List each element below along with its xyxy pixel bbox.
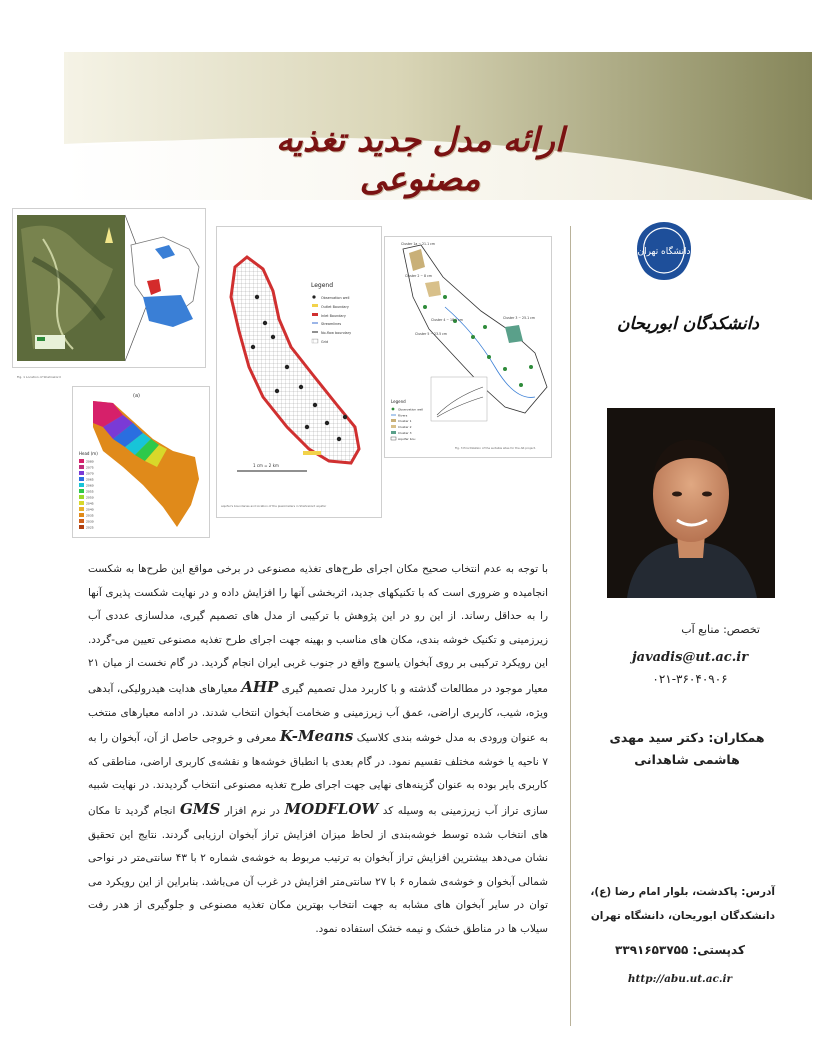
figure-2-legend bbox=[79, 451, 98, 530]
abstract-part-2: معیارهای هدایت هیدرولیکی، آبدهی ویژه، شیب، کاربری اراضی، عمق آب زیرزمینی و ضخامت آبخوان انتخاب شدند. در ادامه معیارهای منتخب به عنوان ورودی به مدل خوشه بندی کلاسیک bbox=[88, 682, 548, 745]
figure-location-map bbox=[12, 208, 206, 379]
svg-text:2080: 2080 bbox=[86, 459, 94, 464]
column-divider bbox=[570, 226, 571, 1026]
website-link[interactable]: http://abu.ut.ac.ir bbox=[627, 973, 733, 985]
modflow-term: MODFLOW bbox=[284, 799, 379, 818]
svg-text:Cluster 3: Cluster 3 bbox=[398, 431, 412, 435]
svg-text:Observation well: Observation well bbox=[321, 296, 350, 300]
figure-4-legend bbox=[391, 399, 423, 441]
figure-3-scale: 1 cm = 2 km bbox=[253, 463, 279, 468]
abstract-part-1: با توجه به عدم انتخاب صحیح مکان اجرای طرح‌های تغذیه مصنوعی در برخی مواقع این طرح‌ها به شکست انجامیده و ضروری است که با تکنیکهای جدید، اثربخشی آنها را افزایش داده و در نهایت شکست پذیری آنها را به حداقل رساند. از این رو در این پژوهش با ترکیبی از مدل های تصمیم گیری، مدلسازی عددی آب زیرزمینی و تکنیک خوشه بندی، مکان های مناسب و بهینه جهت اجرای طرح تغذیه مصنوعی تعیین می-گردد. این رویکرد ترکیبی بر روی آبخوان یاسوج واقع در جنوب غربی ایران انجام گردید. در گام نخست از میان ۲۱ معیار موجود در مطالعات گذشته و با کاربرد مدل تصمیم گیری bbox=[88, 563, 548, 695]
svg-text:Legend: Legend bbox=[391, 399, 406, 404]
svg-text:Streamlines: Streamlines bbox=[321, 322, 342, 326]
svg-text:2060: 2060 bbox=[86, 483, 94, 488]
figure-3-legend bbox=[311, 282, 351, 344]
svg-text:2070: 2070 bbox=[86, 471, 94, 476]
abstract-text bbox=[88, 558, 548, 942]
svg-text:No-flow boundary: No-flow boundary bbox=[321, 331, 352, 335]
svg-text:Inlet Boundary: Inlet Boundary bbox=[321, 314, 346, 318]
svg-text:Cluster 4 ~ 18.1 cm: Cluster 4 ~ 18.1 cm bbox=[431, 318, 464, 322]
svg-text:2040: 2040 bbox=[86, 507, 94, 512]
svg-text:2035: 2035 bbox=[86, 513, 94, 518]
address: آدرس: پاکدشت، بلوار امام رضا (ع)، دانشکدگان ابوریحان، دانشگاه تهران bbox=[590, 886, 775, 922]
svg-text:Grid: Grid bbox=[321, 340, 329, 344]
svg-text:Observation well: Observation well bbox=[398, 407, 424, 412]
location-map-graphic bbox=[13, 209, 205, 367]
svg-text:Aquifer bou: Aquifer bou bbox=[398, 437, 416, 441]
svg-text:Cluster 2 ~ 8 cm: Cluster 2 ~ 8 cm bbox=[405, 274, 432, 278]
gms-term: GMS bbox=[179, 799, 221, 818]
svg-text:2030: 2030 bbox=[86, 519, 94, 524]
svg-text:Cluster 3 ~ 25.1 cm: Cluster 3 ~ 25.1 cm bbox=[503, 316, 536, 320]
ahp-term: AHP bbox=[241, 677, 279, 696]
svg-text:2045: 2045 bbox=[86, 501, 94, 506]
collaborators: همکاران: دکتر سید مهدی هاشمی شاهدانی bbox=[609, 730, 765, 767]
svg-text:2050: 2050 bbox=[86, 495, 94, 500]
svg-text:Cluster 1: Cluster 1 bbox=[398, 419, 412, 423]
faculty-name: دانشکدگان ابوریحان bbox=[617, 314, 759, 334]
model-grid-graphic bbox=[217, 227, 381, 517]
head-distribution-graphic bbox=[73, 387, 209, 537]
svg-text:Cluster 5 ~ 23.5 cm: Cluster 5 ~ 23.5 cm bbox=[415, 332, 448, 336]
figure-3-caption: aquifer's boundaries and location of the piezometers in Shahrekord aquifer bbox=[221, 504, 327, 508]
svg-text:دانشگاه تهران: دانشگاه تهران bbox=[637, 247, 691, 257]
postal-code: کدپستی: ۳۳۹۱۶۵۳۷۵۵ bbox=[615, 943, 745, 957]
svg-text:Head (m): Head (m) bbox=[79, 451, 98, 456]
figure-2-panel-label: (a) bbox=[133, 393, 140, 399]
svg-text:2065: 2065 bbox=[86, 477, 94, 482]
abstract-part-5: انجام گردید تا مکان های انتخاب شده توسط خوشه‌بندی از لحاظ میزان افزایش تراز آبخوان ارزیابی گردند. نتایج این تحقیق نشان می‌دهد بیشترین افزایش تراز آبخوان به ترتیب مربوط به خوشه‌ی شماره ۲ با ۴۳ سانتی‌متر در نواحی شمالی آبخوان و خوشه‌ی شماره ۶ با ۲۷ سانتی‌متر افزایش در غرب آن می‌باشد. بنابراین از این رویکرد می توان در سایر آبخوان های مشابه به جهت انتخاب بهترین مکان تغذیه مصنوعی و جلوگیری از هدر رفت سیلاب ها در مناطق خشک و نیمه خشک استفاده نمود. bbox=[88, 804, 549, 935]
phone-number: ۰۲۱-۳۶۰۴۰۹۰۶ bbox=[652, 672, 728, 686]
svg-text:2055: 2055 bbox=[86, 489, 94, 494]
svg-text:Legend: Legend bbox=[311, 282, 334, 289]
svg-text:2075: 2075 bbox=[86, 465, 94, 470]
figure-model-grid bbox=[216, 226, 382, 518]
email[interactable]: javadis@ut.ac.ir bbox=[631, 650, 749, 665]
clusters-map-graphic bbox=[385, 237, 551, 457]
svg-text:Rivers: Rivers bbox=[398, 413, 408, 418]
poster-title: ارائه مدل جدید تغذیه مصنوعی bbox=[275, 120, 565, 198]
specialty: تخصص: منابع آب bbox=[681, 623, 760, 636]
svg-text:Cluster 1a ~ 21.1 cm: Cluster 1a ~ 21.1 cm bbox=[401, 242, 435, 246]
abstract-part-4: در نرم افزار bbox=[224, 804, 280, 817]
svg-text:Cluster 2: Cluster 2 bbox=[398, 425, 412, 429]
figure-clusters-map bbox=[384, 236, 552, 458]
svg-text:2025: 2025 bbox=[86, 525, 94, 530]
figure-head-distribution bbox=[72, 386, 210, 538]
figure-1-caption: Fig. 1 Location of Shahrekord bbox=[17, 375, 61, 379]
figure-4-caption: Fig. 3 Prioritization of the suitable sites for the AR project. bbox=[455, 446, 536, 450]
author-photo bbox=[607, 408, 775, 598]
university-logo bbox=[631, 218, 697, 284]
kmeans-term: K-Means bbox=[279, 727, 354, 746]
abstract-part-3: معرفی و خروجی حاصل از آن، آبخوان را به ۷ ناحیه یا خوشه مختلف تقسیم نمود. در گام بعدی با انطباق خوشه‌ها و نقشه‌ی کاربری اراضی، مناطقی که کاربری بایر بوده به عنوان گزینه‌های نهایی جهت اجرای طرح تغذیه مصنوعی انتخاب گردیدند. در نهایت شبیه سازی تراز آب زیرزمینی به وسیله کد bbox=[88, 732, 548, 817]
svg-text:Outlet Boundary: Outlet Boundary bbox=[321, 305, 349, 309]
